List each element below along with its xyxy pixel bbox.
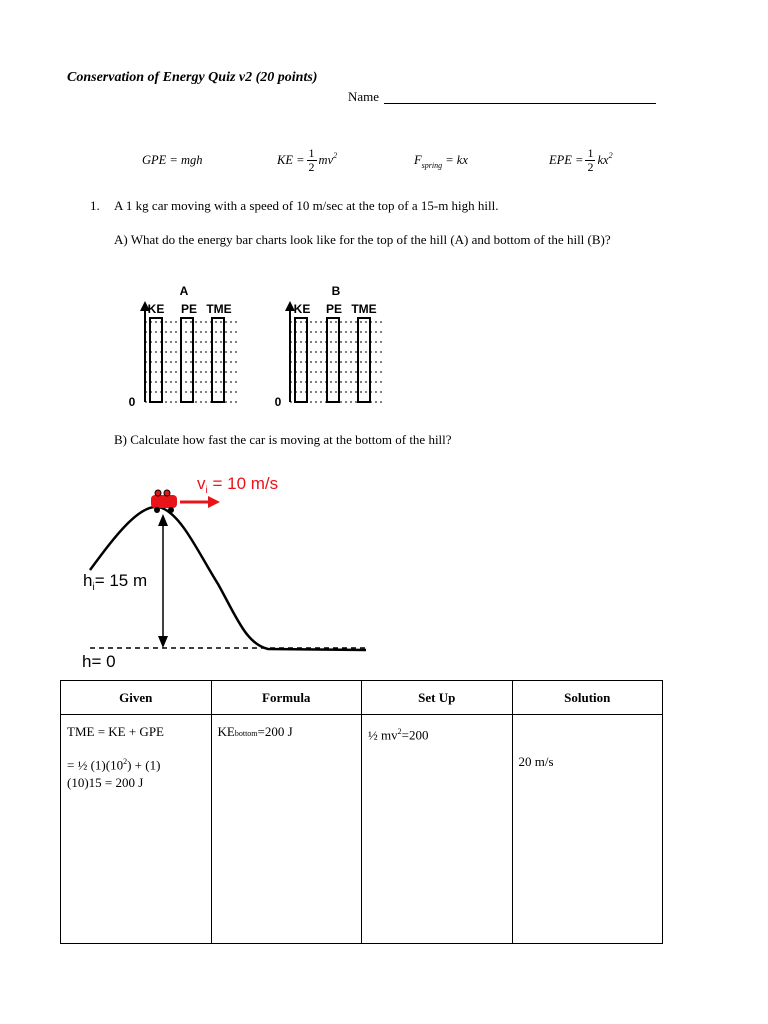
bar-chart-b-pe-label: PE <box>325 302 343 316</box>
formula-answer: KEbottom=200 J <box>217 724 293 739</box>
formula-fspring-sub: spring <box>421 160 443 170</box>
formula-epe-numerator: 1 <box>587 145 594 160</box>
bar-chart-b-ke-label: KE <box>293 302 311 316</box>
given-line-1: TME = KE + GPE <box>67 724 164 739</box>
formula-fspring <box>414 140 468 180</box>
bar-chart-b-tme-column <box>358 318 370 402</box>
formula-gpe <box>142 140 203 180</box>
header-given: Given <box>61 681 212 715</box>
bar-chart-a-pe-column <box>181 318 193 402</box>
bar-chart-b-tme-label: TME <box>351 302 377 316</box>
cell-formula[interactable] <box>211 715 362 944</box>
cell-solution[interactable] <box>512 715 663 944</box>
header-solution: Solution <box>512 681 663 715</box>
formula-ke <box>277 140 337 180</box>
formula-ke-fraction <box>307 147 317 174</box>
setup-answer: ½ $mv^2=200$ <box>368 727 429 743</box>
name-label: Name <box>348 89 380 104</box>
velocity-label: $v_i = 10$ m/s <box>197 474 279 496</box>
formula-epe-rhs: kx <box>597 152 609 167</box>
header-formula: Formula <box>211 681 362 715</box>
bar-chart-a-pe-label: PE <box>180 302 198 316</box>
bar-chart-a <box>129 284 240 409</box>
header-setup: Set Up <box>362 681 513 715</box>
given-line-2: = ½ $(1)(10^2) + (1)$ <box>67 757 161 773</box>
question-1-number: 1. <box>90 198 100 213</box>
height-arrow-head-bottom <box>158 636 168 648</box>
formula-gpe-text: GPE = mgh <box>142 152 203 167</box>
height-label: $h_i= 15$ m <box>83 571 148 593</box>
bar-chart-a-zero: 0 <box>128 395 136 409</box>
name-blank-line[interactable] <box>384 103 656 104</box>
bar-chart-b-label: B <box>331 284 341 298</box>
bar-chart-a-ke-column <box>150 318 162 402</box>
formula-ke-lhs: KE = <box>277 152 305 167</box>
bar-chart-a-ke-label: KE <box>147 302 165 316</box>
question-1-text: A 1 kg car moving with a speed of 10 m/sec at the top of a 15-m high hill. <box>114 198 499 213</box>
question-1-part-b: B) Calculate how fast the car is moving at the bottom of the hill? <box>114 432 452 447</box>
solution-answer: 20 m/s <box>518 754 554 769</box>
energy-bar-charts <box>118 280 398 414</box>
quiz-title: Conservation of Energy Quiz v2 (20 points) <box>67 70 318 85</box>
bar-chart-a-tme-label: TME <box>206 302 232 316</box>
work-table <box>60 680 663 944</box>
formula-epe-exponent: 2 <box>608 150 613 160</box>
formula-epe-fraction <box>585 147 595 174</box>
bar-chart-b-zero: 0 <box>274 395 282 409</box>
bar-chart-a-tme-column <box>212 318 224 402</box>
formula-epe-denominator: 2 <box>587 159 594 174</box>
cell-given[interactable] <box>61 715 212 944</box>
formula-fspring-rhs: = kx <box>445 152 468 167</box>
work-table-answer-row <box>61 715 663 944</box>
formula-fspring-lhs: F <box>414 152 422 167</box>
bar-chart-b <box>275 284 385 409</box>
given-line-3: (10)15 = 200 J <box>67 775 144 791</box>
formula-epe-lhs: EPE = <box>549 152 584 167</box>
velocity-arrow-head <box>208 496 220 508</box>
formula-epe <box>549 140 613 180</box>
question-1-part-a: A) What do the energy bar charts look like for the top of the hill (A) and bottom of the hill (B)? <box>114 232 611 247</box>
hill-diagram <box>70 466 380 678</box>
cell-setup[interactable] <box>362 715 513 944</box>
work-table-header-row <box>61 681 663 715</box>
bar-chart-b-ke-column <box>295 318 307 402</box>
formula-ke-exponent: 2 <box>333 150 338 160</box>
formula-ke-numerator: 1 <box>308 145 315 160</box>
bar-chart-a-label: A <box>179 284 189 298</box>
height-arrow-head-top <box>158 514 168 526</box>
formula-ke-rhs: mv <box>318 152 334 167</box>
formula-ke-denominator: 2 <box>308 159 315 174</box>
ground-label: h= 0 <box>82 652 116 671</box>
bar-chart-b-pe-column <box>327 318 339 402</box>
